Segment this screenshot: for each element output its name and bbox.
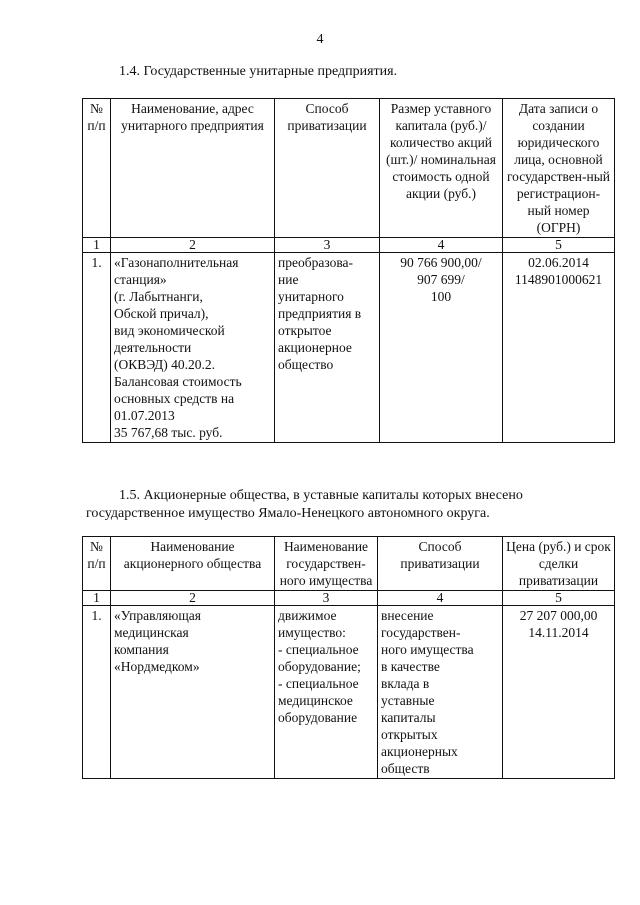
column-number: 1 [83,238,111,253]
price-cell [503,606,615,779]
header-capital-size: Размер уставного капитала (руб.)/ количество акций (шт.)/ номинальная стоимость одной акции (руб.) [380,99,503,238]
text-line: компания [114,642,169,657]
text-line: 14.11.2014 [528,625,589,640]
text-line: общество [278,357,334,372]
unitary-enterprises-table [82,98,615,443]
text-line: станция» [114,272,167,287]
column-number: 5 [503,591,615,606]
table-header-row [83,537,615,591]
text-line: открытых [381,727,438,742]
enterprise-name-cell [111,253,275,443]
text-line: «Газонаполнительная [114,255,239,270]
text-line: - специальное [278,676,359,691]
text-line: основных средств на [114,391,235,406]
text-line: 27 207 000,00 [519,608,598,623]
registration-cell [503,253,615,443]
header-number: № п/п [83,537,111,591]
text-line: 35 767,68 тыс. руб. [114,425,223,440]
column-number: 3 [275,238,380,253]
property-cell [275,606,378,779]
text-line: «Нордмедком» [114,659,200,674]
text-line: 02.06.2014 [528,255,589,270]
row-number: 1. [83,253,111,443]
privatization-method-cell [275,253,380,443]
text-line: унитарного [278,289,344,304]
row-number: 1. [83,606,111,779]
section-1-5-title [86,487,612,523]
text-line: имущество: [278,625,346,640]
text-line: деятельности [114,340,192,355]
text-line: обществ [381,761,430,776]
text-line: 1148901000621 [514,272,603,287]
text-line: открытое [278,323,332,338]
column-number: 3 [275,591,378,606]
text-line: (ОКВЭД) 40.20.2. [114,357,215,372]
column-number: 1 [83,591,111,606]
text-line: государствен- [381,625,461,640]
text-line: 90 766 900,00/ [400,255,482,270]
text-line: преобразова- [278,255,354,270]
column-number: 2 [111,238,275,253]
page-number: 4 [316,32,324,47]
section-1-4-title: 1.4. Государственные унитарные предприятия. [119,64,398,79]
text-line: 100 [430,289,452,304]
joint-stock-companies-table [82,536,615,779]
capital-cell [380,253,503,443]
text-line: капиталы [381,710,436,725]
company-name-cell [111,606,275,779]
text-line: акционерных [381,744,458,759]
text-line: акционерное [278,340,352,355]
header-price-and-term: Цена (руб.) и срок сделки приватизации [503,537,615,591]
header-privatization-method: Способ приватизации [275,99,380,238]
header-privatization-method: Способ приватизации [378,537,503,591]
header-property-name: Наименование государствен-ного имущества [275,537,378,591]
header-number: № п/п [83,99,111,238]
text-line: медицинское [278,693,353,708]
table-header-row [83,99,615,238]
text-line: ного имущества [381,642,474,657]
text-line: в качестве [381,659,440,674]
text-line: уставные [381,693,435,708]
text-line: оборудование [278,710,358,725]
column-number: 5 [503,238,615,253]
section-1-5-title-line-2: государственное имущество Ямало-Ненецкого автономного округа. [86,506,490,521]
header-name-address: Наименование, адрес унитарного предприятия [111,99,275,238]
text-line: Балансовая стоимость [114,374,242,389]
privatization-method-cell [378,606,503,779]
text-line: предприятия в [278,306,362,321]
text-line: 907 699/ [417,272,465,287]
text-line: вид экономической [114,323,225,338]
text-line: - специальное [278,642,359,657]
section-1-5-title-line-1: 1.5. Акционерные общества, в уставные капиталы которых внесено [119,488,523,503]
column-number-row [83,238,615,253]
text-line: внесение [381,608,434,623]
text-line: Обской причал), [114,306,209,321]
text-line: медицинская [114,625,189,640]
text-line: движимое [278,608,337,623]
text-line: ние [278,272,299,287]
table-row [83,253,615,443]
column-number: 4 [380,238,503,253]
column-number: 2 [111,591,275,606]
text-line: оборудование; [278,659,361,674]
column-number-row [83,591,615,606]
text-line: «Управляющая [114,608,201,623]
column-number: 4 [378,591,503,606]
header-registration-date: Дата записи о создании юридического лица, основной государствен-ный регистрацион-ный номер (ОГРН) [503,99,615,238]
table-row [83,606,615,779]
text-line: (г. Лабытнанги, [114,289,203,304]
header-company-name: Наименование акционерного общества [111,537,275,591]
text-line: 01.07.2013 [114,408,175,423]
text-line: вклада в [381,676,430,691]
